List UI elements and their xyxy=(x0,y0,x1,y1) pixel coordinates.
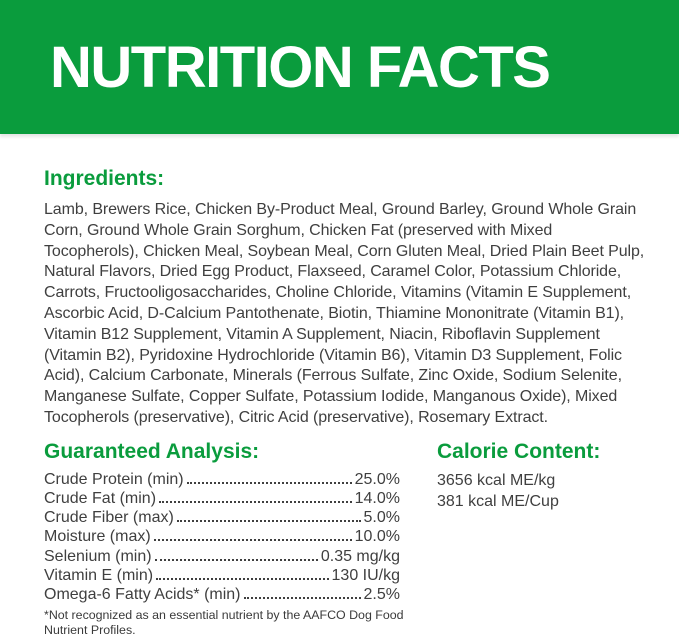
leader-dots xyxy=(177,520,361,522)
ga-row-value: 25.0% xyxy=(354,470,400,488)
leader-dots xyxy=(156,578,328,580)
ga-row-value: 5.0% xyxy=(363,509,400,527)
ga-row-moisture xyxy=(44,527,400,546)
ga-row-crude-fiber xyxy=(44,508,400,527)
ga-row-value: 130 IU/kg xyxy=(331,566,400,584)
ga-row-label: Vitamin E (min) xyxy=(44,566,154,584)
calorie-per-kg: 3656 kcal ME/kg xyxy=(437,471,556,489)
calorie-per-cup: 381 kcal ME/Cup xyxy=(437,493,559,511)
aafco-footnote: *Not recognized as an essential nutrient by the AAFCO Dog Food Nutrient Profiles. xyxy=(44,608,404,637)
ingredients-line: (Vitamin B2), Pyridoxine Hydrochloride (Vitamin B6), Vitamin D3 Supplement, Folic xyxy=(44,346,622,364)
ga-row-vitamin-e xyxy=(44,566,400,585)
ingredients-line: Tocopherols), Chicken Meal, Soybean Meal, Corn Gluten Meal, Dried Plain Beet Pulp, xyxy=(44,242,645,260)
analysis-columns xyxy=(44,439,635,637)
ingredients-line: Vitamin B12 Supplement, Vitamin A Supplement, Niacin, Riboflavin Supplement xyxy=(44,325,600,343)
guaranteed-analysis-table xyxy=(44,470,400,604)
leader-dots xyxy=(159,501,352,503)
ingredients-text xyxy=(44,200,645,429)
ga-row-value: 2.5% xyxy=(363,585,400,603)
ga-row-label: Crude Protein (min) xyxy=(44,470,184,488)
leader-dots xyxy=(187,482,352,484)
guaranteed-analysis-heading: Guaranteed Analysis: xyxy=(44,439,260,463)
ingredients-line: Natural Flavors, Dried Egg Product, Flaxseed, Caramel Color, Potassium Chloride, xyxy=(44,263,622,281)
ingredients-line: Ascorbic Acid, D-Calcium Pantothenate, Biotin, Thiamine Mononitrate (Vitamin B1), xyxy=(44,304,625,322)
ingredients-line: Carrots, Fructooligosaccharides, Choline Chloride, Vitamins (Vitamin E Supplement, xyxy=(44,284,632,302)
label-content xyxy=(0,166,679,637)
calorie-content-heading: Calorie Content: xyxy=(437,439,601,463)
ingredients-line: Manganese Sulfate, Copper Sulfate, Potassium Iodide, Manganous Oxide), Mixed xyxy=(44,388,618,406)
ga-row-label: Selenium (min) xyxy=(44,547,152,565)
ingredients-section xyxy=(44,166,645,429)
ga-row-crude-fat xyxy=(44,489,400,508)
ingredients-line: Corn, Ground Whole Grain Sorghum, Chicken Fat (preserved with Mixed xyxy=(44,221,553,239)
guaranteed-analysis-section xyxy=(44,439,404,637)
ga-row-omega6 xyxy=(44,585,400,604)
ga-row-label: Moisture (max) xyxy=(44,528,151,546)
leader-dots xyxy=(155,559,318,561)
ga-row-label: Crude Fiber (max) xyxy=(44,509,174,527)
ga-row-selenium xyxy=(44,547,400,566)
leader-dots xyxy=(154,539,352,541)
ingredients-line: Lamb, Brewers Rice, Chicken By-Product Meal, Ground Barley, Ground Whole Grain xyxy=(44,201,637,218)
ga-row-label: Crude Fat (min) xyxy=(44,489,157,507)
ga-row-label: Omega-6 Fatty Acids* (min) xyxy=(44,585,241,603)
ga-row-value: 0.35 mg/kg xyxy=(320,547,400,565)
ga-row-crude-protein xyxy=(44,470,400,489)
ingredients-line: Tocopherols (preservative), Citric Acid (preservative), Rosemary Extract. xyxy=(44,408,548,426)
leader-dots xyxy=(244,597,361,599)
ga-row-value: 14.0% xyxy=(354,489,400,507)
ingredients-heading: Ingredients: xyxy=(44,167,165,190)
ingredients-line: Acid), Calcium Carbonate, Minerals (Ferrous Sulfate, Zinc Oxide, Sodium Selenite, xyxy=(44,367,622,385)
page-title: NUTRITION FACTS xyxy=(50,34,550,100)
nutrition-facts-banner xyxy=(0,0,679,134)
ga-row-value: 10.0% xyxy=(354,528,400,546)
calorie-content-section xyxy=(437,439,600,513)
